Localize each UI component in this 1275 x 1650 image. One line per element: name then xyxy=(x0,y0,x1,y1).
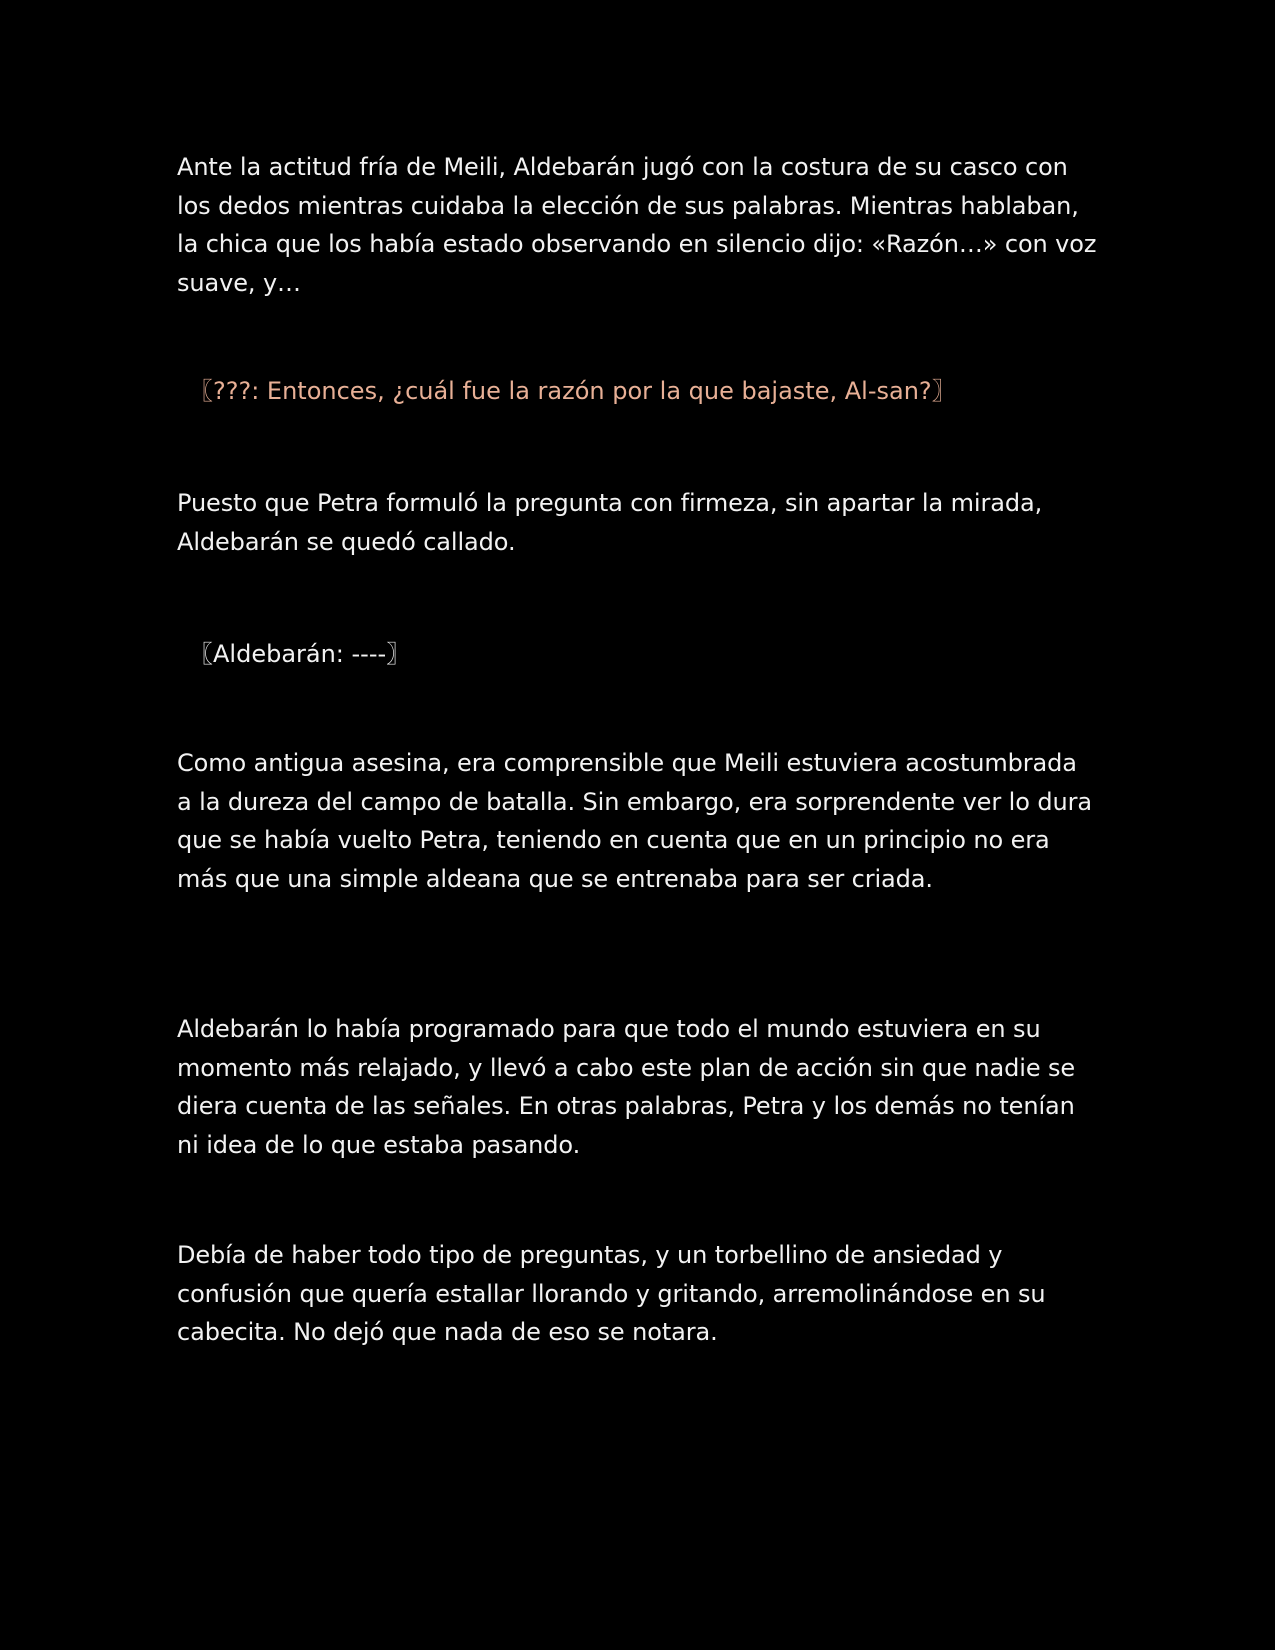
narration-paragraph: Debía de haber todo tipo de preguntas, y un torbellino de ansiedad y confusión que quería estallar llorando y gritando, arremolinándose en su cabecita. No dejó que nada de eso se notara. xyxy=(177,1241,1046,1346)
dialogue-line-petra: 〖???: Entonces, ¿cuál fue la razón por la que bajaste, Al-san?〗 xyxy=(189,377,956,405)
narration-paragraph: Aldebarán lo había programado para que todo el mundo estuviera en su momento más relajado, y llevó a cabo este plan de acción sin que nadie se diera cuenta de las señales. En otras palabras, Petra y los demás no tenían ni idea de lo que estaba pasando. xyxy=(177,1015,1076,1159)
dialogue-line-aldebaran: 〖Aldebarán: ----〗 xyxy=(189,640,411,668)
narration-paragraph: Ante la actitud fría de Meili, Aldebarán jugó con la costura de su casco con los dedos mientras cuidaba la elección de sus palabras. Mientras hablaban, la chica que los había estado observando en silencio dijo: «Razón…» con voz suave, y… xyxy=(177,153,1097,297)
narration-paragraph: Puesto que Petra formuló la pregunta con firmeza, sin apartar la mirada, Aldebarán se quedó callado. xyxy=(177,489,1043,556)
narration-paragraph: Como antigua asesina, era comprensible que Meili estuviera acostumbrada a la dureza del campo de batalla. Sin embargo, era sorprendente ver lo dura que se había vuelto Petra, teniendo en cuenta que en un principio no era más que una simple aldeana que se entrenaba para ser criada. xyxy=(177,749,1092,893)
